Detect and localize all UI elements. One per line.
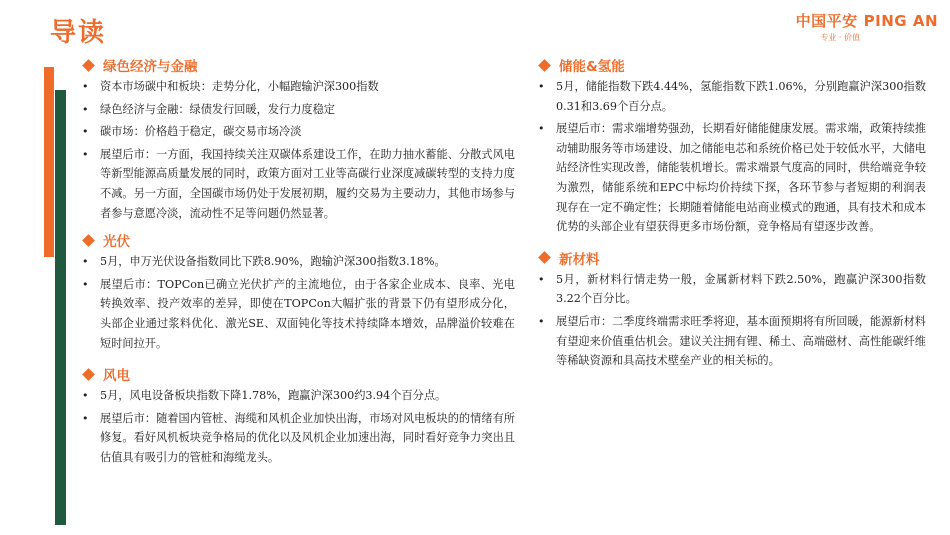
section-green-finance-title: 绿色经济与金融 xyxy=(80,55,515,75)
list-item: • 5月，新材料行情走势一般，金属新材料下跌2.50%，跑赢沪深300指数3.22个百分比。 xyxy=(536,270,926,309)
storage-list xyxy=(536,77,926,237)
brand-logo xyxy=(796,10,938,43)
section-materials-title: 新材料 xyxy=(536,248,926,268)
list-item: • 展望后市：一方面，我国持续关注双碳体系建设工作，在助力抽水蓄能、分散式风电等新型能源高质量发展的同时，政策方面对工业等高碳行业深度减碳转型的支持力度不减。另一方面，全国碳市场仍处于发展初期，履约交易为主要动力，其他市场参与者参与意愿冷淡，流动性不足等问题仍然显著。 xyxy=(80,145,515,223)
list-item: • 碳市场：价格趋于稳定，碳交易市场冷淡 xyxy=(80,122,515,142)
list-item: • 展望后市：随着国内管桩、海缆和风机企业加快出海，市场对风电板块的的情绪有所修复。看好风机板块竞争格局的优化以及风机企业加速出海，同时看好竞争力突出且估值具有吸引力的管桩和海缆龙头。 xyxy=(80,409,515,468)
list-item: • 绿色经济与金融：绿债发行回暖，发行力度稳定 xyxy=(80,100,515,120)
list-item: • 展望后市：需求端增势强劲，长期看好储能健康发展。需求端，政策持续推动辅助服务等市场建设、加之储能电芯和系统价格已处于较低水平，大储电站经济性实现改善，储能装机增长。需求端景气度高的同时，供给端竞争较为激烈，储能系统和EPC中标均价持续下探，各环节参与者短期的利润表现存在一定不确定性；长期随着储能电站商业模式的跑通，具有技术和成本优势的头部企业有望获得更多市场份额，竞争格局有望逐步改善。 xyxy=(536,119,926,237)
section-storage-title: 储能&氢能 xyxy=(536,55,926,75)
list-item: • 展望后市：TOPCon已确立光伏扩产的主流地位，由于各家企业成本、良率、光电转换效率、投产效率的差异，即使在TOPCon大幅扩张的背景下仍有望形成分化，头部企业通过浆料优化、激光SE、双面钝化等技术持续降本增效，品牌溢价较难在短时间拉开。 xyxy=(80,275,515,353)
logo-wordmark xyxy=(796,10,938,31)
diamond-bullet-icon xyxy=(538,59,551,72)
diamond-bullet-icon xyxy=(82,368,95,381)
materials-list xyxy=(536,270,926,371)
list-item: • 资本市场碳中和板块：走势分化，小幅跑输沪深300指数 xyxy=(80,77,515,97)
list-item: • 5月，申万光伏设备指数同比下跌8.90%，跑输沪深300指数3.18%。 xyxy=(80,252,515,272)
logo-tagline: 专业 · 价值 xyxy=(820,33,860,42)
pv-list xyxy=(80,252,515,353)
right-column xyxy=(536,55,926,374)
green-finance-list xyxy=(80,77,515,223)
section-pv-title: 光伏 xyxy=(80,230,515,250)
diamond-bullet-icon xyxy=(82,59,95,72)
decorative-green-bar xyxy=(55,90,66,525)
diamond-bullet-icon xyxy=(538,251,551,264)
list-item: • 展望后市：二季度终端需求旺季将迎，基本面预期将有所回暖，能源新材料有望迎来价值重估机会。建议关注拥有锂、稀土、高端磁材、高性能碳纤维等稀缺资源和具高技术壁垒产业的相关标的。 xyxy=(536,312,926,371)
list-item: • 5月，储能指数下跌4.44%，氢能指数下跌1.06%，分别跑赢沪深300指数0.31和3.69个百分点。 xyxy=(536,77,926,116)
decorative-orange-bar xyxy=(44,67,54,257)
wind-list xyxy=(80,386,515,467)
diamond-bullet-icon xyxy=(82,234,95,247)
page-title: 导读 xyxy=(50,18,107,48)
list-item: • 5月，风电设备板块指数下降1.78%，跑赢沪深300约3.94个百分点。 xyxy=(80,386,515,406)
logo-cn: 中国平安 xyxy=(795,12,858,30)
logo-en: PING AN xyxy=(863,12,938,30)
section-wind-title: 风电 xyxy=(80,364,515,384)
left-column xyxy=(80,55,515,471)
